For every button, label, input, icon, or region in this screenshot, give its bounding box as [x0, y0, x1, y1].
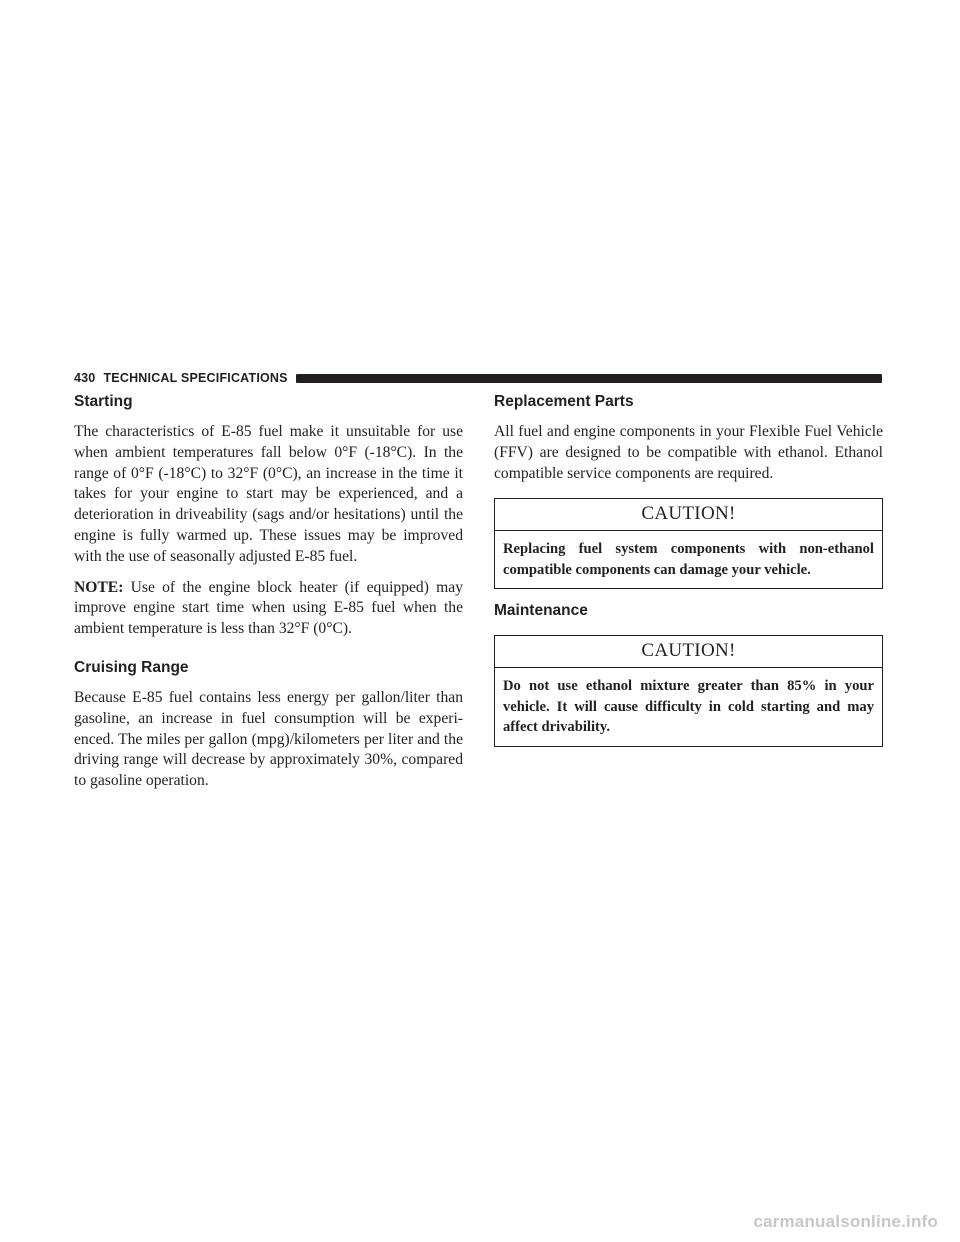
caution-box-replacement	[494, 498, 883, 589]
right-column	[494, 392, 883, 759]
heading-maintenance: Maintenance	[494, 602, 588, 620]
section-title: TECHNICAL SPECIFICATIONS	[103, 371, 288, 385]
page-header	[74, 370, 882, 386]
note-text: Use of the engine block heater (if equipped) may improve engine start time when using E-85 fuel when the ambient temperature is less than 32°F (0°C).	[74, 578, 463, 638]
caution-text: Do not use ethanol mixture greater than 85% in your vehicle. It will cause difficulty in cold starting and may affect drivability.	[503, 678, 874, 736]
heading-cruising-range: Cruising Range	[74, 658, 189, 676]
caution-box-maintenance	[494, 635, 883, 747]
note-paragraph	[74, 578, 463, 640]
caution-title: CAUTION!	[495, 636, 882, 668]
left-column	[74, 392, 463, 802]
caution-title: CAUTION!	[495, 499, 882, 531]
heading-starting: Starting	[74, 393, 133, 410]
paragraph-replacement-parts: All fuel and engine components in your Flexible Fuel Vehicle (FFV) are designed to be compatible with ethanol. Ethanol compatible service components are required.	[494, 423, 883, 482]
watermark: carmanualsonline.info	[753, 1212, 938, 1231]
note-label: NOTE:	[74, 578, 124, 596]
heading-replacement-parts: Replacement Parts	[494, 393, 634, 410]
header-rule	[296, 374, 882, 383]
paragraph-cruising-range: Because E-85 fuel contains less energy per gallon/liter than gasoline, an increase in fuel consumption will be experi-enced. The miles per gallon (mpg)/kilometers per liter and the driving range will decrease by approximately 30%, compared to gasoline operation.	[74, 688, 463, 790]
caution-text: Replacing fuel system components with non-ethanol compatible components can damage your vehicle.	[503, 541, 874, 578]
paragraph-starting: The characteristics of E-85 fuel make it unsuitable for use when ambient temperatures fall below 0°F (-18°C). In the range of 0°F (-18°C) to 32°F (0°C), an increase in the time it takes for your engine to start may be experienced, and a deterioration in driveability (sags and/or hesitations) until the engine is fully warmed up. These issues may be improved with the use of seasonally adjusted E-85 fuel.	[74, 423, 463, 565]
page-number: 430	[74, 371, 96, 385]
